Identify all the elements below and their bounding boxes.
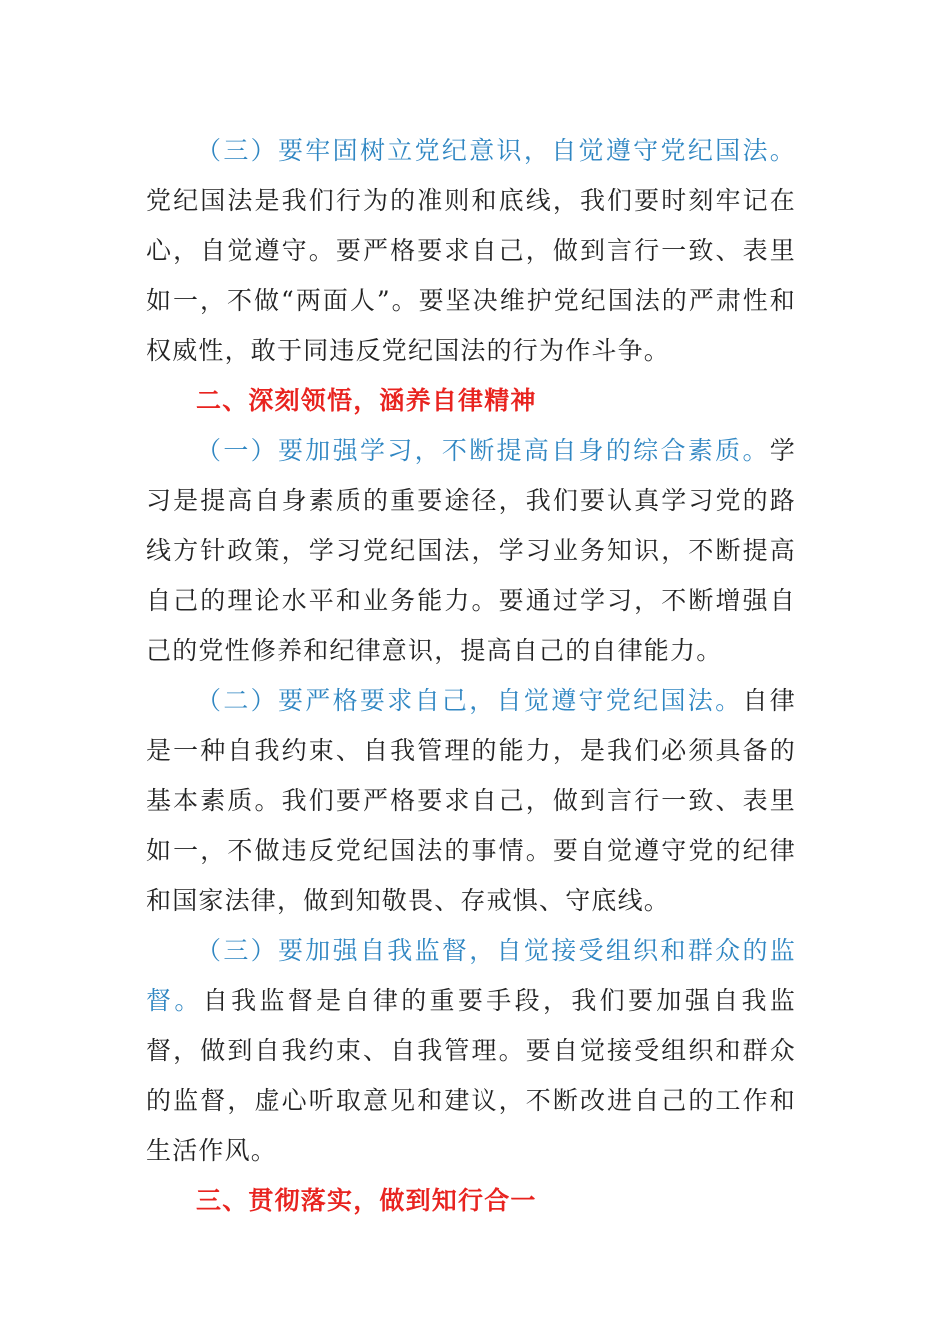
paragraph-text: 学习是提高自身素质的重要途径，我们要认真学习党的路线方针政策，学习党纪国法，学习业务知识，不断提高自己的理论水平和业务能力。要通过学习，不断增强自己的党性修养和纪律意识，提高自己的自律能力。 bbox=[146, 436, 796, 665]
paragraph bbox=[146, 676, 796, 926]
paragraph-text: 自我监督是自律的重要手段，我们要加强自我监督，做到自我约束、自我管理。要自觉接受组织和群众的监督，虚心听取意见和建议，不断改进自己的工作和生活作风。 bbox=[146, 986, 797, 1165]
document-page bbox=[146, 126, 796, 1226]
subheading: （三）要牢固树立党纪意识，自觉遵守党纪国法。 bbox=[196, 136, 796, 165]
subheading: （三）要加强自我监督，自觉接受组织和群众的监督。 bbox=[146, 936, 796, 1015]
paragraph-text: 党纪国法是我们行为的准则和底线，我们要时刻牢记在心，自觉遵守。要严格要求自己，做到言行一致、表里如一，不做“两面人”。要坚决维护党纪国法的严肃性和权威性，敢于同违反党纪国法的行为作斗争。 bbox=[146, 186, 796, 365]
section-heading: 三、贯彻落实，做到知行合一 bbox=[196, 1186, 537, 1215]
paragraph bbox=[146, 426, 796, 676]
paragraph bbox=[146, 126, 796, 376]
subheading: （一）要加强学习，不断提高自身的综合素质。 bbox=[196, 436, 770, 465]
paragraph-text: 自律是一种自我约束、自我管理的能力，是我们必须具备的基本素质。我们要严格要求自己，做到言行一致、表里如一，不做违反党纪国法的事情。要自觉遵守党的纪律和国家法律，做到知敬畏、存戒惧、守底线。 bbox=[146, 686, 796, 915]
section-heading: 二、深刻领悟，涵养自律精神 bbox=[196, 386, 537, 415]
paragraph bbox=[146, 926, 796, 1176]
subheading: （二）要严格要求自己，自觉遵守党纪国法。 bbox=[196, 686, 743, 715]
